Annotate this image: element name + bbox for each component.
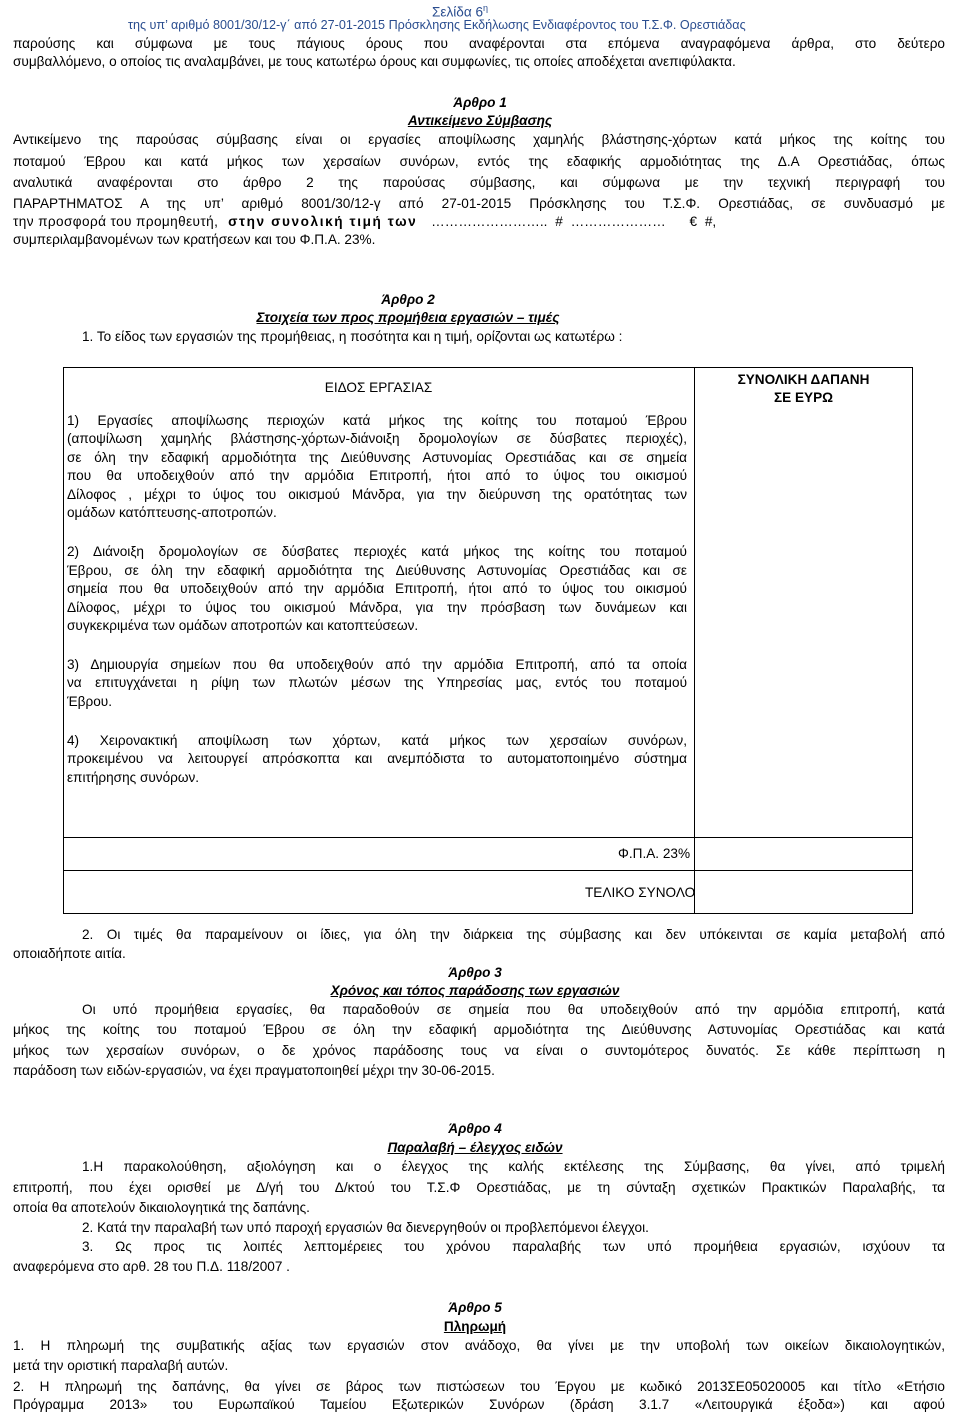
article-2-title: Άρθρο 2 bbox=[381, 292, 435, 307]
work-item-1-line: ομάδων κατόπτευσης-αποτροπών. bbox=[67, 505, 277, 520]
article-3-subtitle: Χρόνος και τόπος παράδοσης των εργασιών bbox=[330, 983, 620, 998]
article-1-line: αναλυτικά αναφέρονται στο άρθρο 2 της παρούσας σύμβασης, και σύμφωνα με την τεχνική περιγραφή του bbox=[13, 175, 945, 190]
table-row-divider bbox=[63, 870, 913, 871]
work-item-2-line: σημεία που θα υποδειχθούν από την αρμόδια Επιτροπή, ήτοι από το ύψος του οικισμού bbox=[67, 581, 687, 596]
article-1-subtitle: Αντικείμενο Σύμβασης bbox=[407, 113, 553, 128]
work-item-2-line: 2) Διάνοιξη δρομολογίων σε δύσβατες περιοχές κατά μήκος της κοίτης του ποταμού bbox=[67, 544, 687, 559]
article-2-line: οποιαδήποτε αιτία. bbox=[13, 946, 126, 961]
article-1-line: ΠΑΡΑΡΤΗΜΑΤΟΣ Α της υπ’ αριθμό 8001/30/12-γ από 27-01-2015 Πρόσκλησης του Τ.Σ.Φ. Ορεστιάδας, σε συνδυασμό με bbox=[13, 196, 945, 211]
article-1-line: συμπεριλαμβανομένων των κρατήσεων και του Φ.Π.Α. 23%. bbox=[13, 232, 376, 247]
article-4-line: οποία θα αποτελούν δικαιολογητικά της δαπάνης. bbox=[13, 1200, 310, 1215]
article-2-subtitle: Στοιχεία των προς προμήθεια εργασιών – τιμές bbox=[256, 310, 560, 325]
intro-line: παρούσης και σύμφωνα με τους πάγιους όρους που αναφέρονται στα επόμενα αναγραφόμενα άρθρα, στο δεύτερο bbox=[13, 36, 945, 51]
article-5-title: Άρθρο 5 bbox=[448, 1300, 502, 1315]
work-item-2-line: Έβρου, σε όλη την εδαφική αρμοδιότητα της Διεύθυνσης Αστυνομίας Ορεστιάδας και σε bbox=[67, 563, 687, 578]
article-3-line: Οι υπό προμήθεια εργασίες, θα παραδοθούν σε σημεία που θα υποδειχθούν από την αρμόδια επιτροπή, κατά bbox=[82, 1002, 945, 1017]
vat-row-label: Φ.Π.Α. 23% bbox=[618, 846, 691, 861]
article-5-line: Πρόγραμμα 2013» του Ευρωπαϊκού Ταμείου Εξωτερικών Συνόρων (δράση 3.1.7 «Λειτουργικά έξοδα») και αφού bbox=[13, 1397, 945, 1412]
work-item-1-line: 1) Εργασίες αποψίλωσης περιοχών κατά μήκος της κοίτης του ποταμού Έβρου bbox=[67, 413, 687, 428]
article-4-subtitle: Παραλαβή – έλεγχος ειδών bbox=[387, 1140, 563, 1155]
page-number: Σελίδα $6^\eta$ bbox=[432, 3, 489, 20]
article-4-line: 2. Κατά την παραλαβή των υπό παροχή εργασιών θα διενεργηθούν οι προβλεπόμενοι έλεγχοι. bbox=[82, 1220, 649, 1235]
article-4-line: αναφερόμενα στο αρθ. 28 του Π.Δ. 118/2007 . bbox=[13, 1259, 290, 1274]
article-4-line: επιτροπή, που έχει ορισθεί με Δ/γή του Δ/κτού του Τ.Σ.Φ Ορεστιάδας, με τη σύνταξη σχετικών Πρακτικών Παραλαβής, τα bbox=[13, 1180, 945, 1195]
work-item-3-line: να επιτυγχάνεται η ρίψη των πλωτών μέσων της Υπηρεσίας μας, εντός του ποταμού bbox=[67, 675, 687, 690]
article-1-line: Αντικείμενο της παρούσας σύμβασης είναι οι εργασίες αποψίλωσης χαμηλής βλάστησης-χόρτων κατά μήκος της κοίτης του bbox=[13, 132, 945, 147]
table-header-work-type: ΕΙΔΟΣ ΕΡΓΑΣΙΑΣ bbox=[324, 380, 433, 395]
work-item-2-line: Δίλοφος, μέχρι το ύψος του οικισμού Μάνδρα, για την πρόσβαση των δυνάμεων και bbox=[67, 600, 687, 615]
article-5-line: μετά την οριστική παραλαβή αυτών. bbox=[13, 1358, 229, 1373]
article-1-line: ποταμού Έβρου και κατά μήκος των χερσαίων συνόρων, εντός της εδαφικής αρμοδιότητας της Δ.Α Ορεστιάδας, όπως bbox=[13, 154, 945, 169]
work-item-1-line: Δίλοφος , μέχρι το ύψος του οικισμού Μάνδρα, για την διεύρυνση της ορατότητας των bbox=[67, 487, 687, 502]
article-4-title: Άρθρο 4 bbox=[448, 1121, 502, 1136]
article-5-line: 1. Η πληρωμή της συμβατικής αξίας των εργασιών στον ανάδοχο, θα γίνει με την υποβολή των οικείων δικαιολογητικών, bbox=[13, 1338, 945, 1353]
article-1-offer-line: την προσφορά του προμηθευτή, στην συνολική τιμή των …………………….. # ………………… € #, bbox=[13, 214, 717, 229]
article-3-line: μήκος των χερσαίων συνόρων, ο δε χρόνος παράδοσης τους να είναι ο συντομότερος δυνατός. Σε κάθε περίπτωση η bbox=[13, 1043, 945, 1058]
work-item-2-line: συγκεκριμένα των ομάδων αποτροπών και κατοπτεύσεων. bbox=[67, 618, 419, 633]
article-3-line: μήκος της κοίτης του ποταμού Έβρου σε όλη την εδαφική αρμοδιότητα της Διεύθυνσης Αστυνομίας Ορεστιάδας και κατά bbox=[13, 1022, 945, 1037]
article-2-intro: 1. Το είδος των εργασιών της προμήθειας, η ποσότητα και η τιμή, ορίζονται ως κατωτέρω : bbox=[82, 329, 623, 344]
table-header-total-cost: ΣΥΝΟΛΙΚΗ ΔΑΠΑΝΗ bbox=[737, 372, 870, 387]
table-row-divider bbox=[63, 837, 913, 838]
work-item-4-line: 4) Χειρονακτική αποψίλωση των χόρτων, κατά μήκος των χερσαίων συνόρων, bbox=[67, 733, 687, 748]
article-5-line: 2. Η πληρωμή της δαπάνης, θα γίνει σε βάρος των πιστώσεων του Έργου με κωδικό 2013ΣΕ05020005 και τίτλο «Ετήσιο bbox=[13, 1379, 945, 1394]
intro-line: συμβαλλόμενο, ο οποίος τις αναλαμβάνει, με τους κατωτέρω όρους και συμφωνίες, τις οποίες αποδέχεται ανεπιφύλακτα. bbox=[13, 54, 736, 69]
table-header-total-cost-unit: ΣΕ ΕΥΡΩ bbox=[773, 390, 834, 405]
article-3-line: παράδοση των ειδών-εργασιών, να έχει πραγματοποιηθεί μέχρι την 30-06-2015. bbox=[13, 1063, 495, 1078]
article-3-title: Άρθρο 3 bbox=[448, 965, 502, 980]
document-reference: της υπ’ αριθμό 8001/30/12-γ΄ από 27-01-2015 Πρόσκλησης Εκδήλωσης Ενδιαφέροντος του Τ.Σ.Φ. Ορεστιάδας bbox=[128, 18, 746, 32]
article-4-line: 1.Η παρακολούθηση, αξιολόγηση και ο έλεγχος της καλής εκτέλεσης της Σύμβασης, θα γίνει, από τριμελή bbox=[82, 1159, 945, 1174]
grand-total-row-label: ΤΕΛΙΚΟ ΣΥΝΟΛΟ bbox=[585, 885, 696, 900]
work-item-4-line: προκειμένου να λειτουργεί απρόσκοπτα και ανεμπόδιστα το αυτοματοποιημένο σύστημα bbox=[67, 751, 687, 766]
work-item-1-line: που θα υποδειχθούν από την αρμόδια Επιτροπή, ήτοι από το ύψος του οικισμού bbox=[67, 468, 687, 483]
work-item-3-line: 3) Δημιουργία σημείων που θα υποδειχθούν από την αρμόδια Επιτροπή, από τα οποία bbox=[67, 657, 687, 672]
work-item-1-line: σε όλη την εδαφική αρμοδιότητα της Διεύθυνσης Αστυνομίας Ορεστιάδας και σε σημεία bbox=[67, 450, 687, 465]
work-item-4-line: επιτήρησης συνόρων. bbox=[67, 770, 200, 785]
table-column-divider bbox=[694, 367, 695, 914]
article-4-line: 3. Ως προς τις λοιπές λεπτομέρειες του χρόνου παραλαβής των υπό προμήθεια εργασιών, ισχύουν τα bbox=[82, 1239, 945, 1254]
article-5-subtitle: Πληρωμή bbox=[443, 1319, 507, 1334]
work-item-3-line: Έβρου. bbox=[67, 694, 112, 709]
work-item-1-line: (αποψίλωση χαμηλής βλάστησης-χόρτων-διάνοιξη δρομολογίων σε δύσβατες περιοχές), bbox=[67, 431, 687, 446]
article-1-title: Άρθρο 1 bbox=[453, 95, 507, 110]
article-2-line: 2. Οι τιμές θα παραμείνουν οι ίδιες, για όλη την διάρκεια της σύμβασης και δεν υπόκεινται σε καμία μεταβολή από bbox=[82, 927, 945, 942]
